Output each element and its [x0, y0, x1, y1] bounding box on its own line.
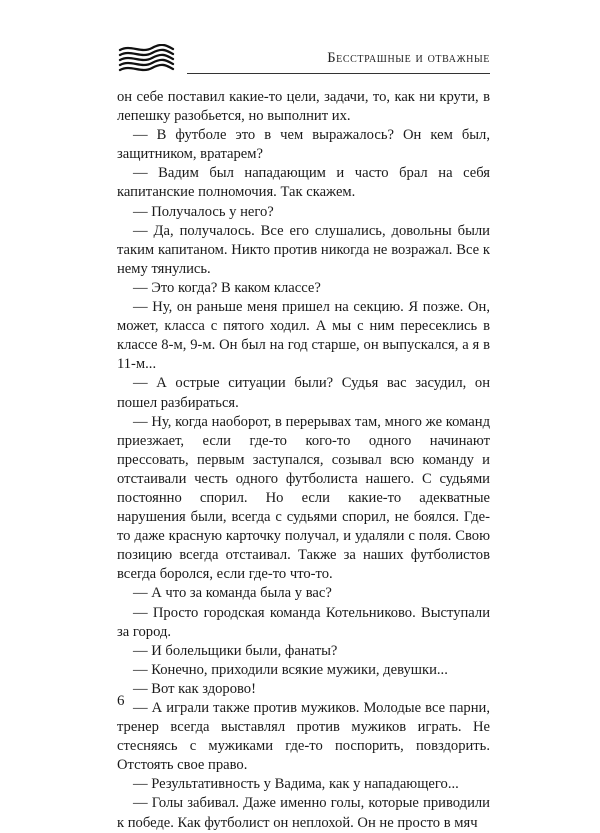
paragraph: — В футболе это в чем выражалось? Он кем был, защитником, вратарем?: [117, 127, 490, 163]
paragraph: — Результативность у Вадима, как у нападающего...: [133, 776, 459, 793]
paragraph: — Да, получалось. Все его слушались, довольны были таким капитаном. Никто против никогда не возражал. Все к нему тянулись.: [117, 222, 490, 277]
paragraph: — А играли также против мужиков. Молодые все парни, тренер всегда выставлял против мужиков играть. Не стесняясь с мужиками где-то поспорить, повздорить. Отстоять свое право.: [117, 700, 490, 774]
paragraph: — Вот как здорово!: [133, 680, 256, 697]
paragraph: — А острые ситуации были? Судья вас засудил, он пошел разбираться.: [117, 375, 490, 411]
paragraph: — Ну, он раньше меня пришел на секцию. Я позже. Он, может, класса с пятого ходил. А мы с ним пересеклись в классе 8-м, 9-м. Он был на год старше, он выпускался, а я в 11-м...: [117, 299, 490, 373]
paragraph: — Просто городская команда Котельниково. Выступали за город.: [117, 604, 490, 640]
page-header: [117, 42, 490, 82]
body-text: [117, 88, 490, 833]
paragraph: — Ну, когда наоборот, в перерывах там, много же команд приезжает, если где-то кого-то одного начинают прессовать, первым заступался, созывал всю команду и отстаивали честь одного футболиста нашего. С судьями постоянно спорил. Но если какие-то адекватные нарушения были, всегда с судьями спорил, не боялся. Где-то даже красную карточку получал, и удаляли с поля. Свою позицию всегда отстаивал. Также за наших футболистов всегда боролся, если где-то что-то.: [117, 413, 490, 583]
paragraph: — А что за команда была у вас?: [133, 585, 332, 602]
paragraph: — Вадим был нападающим и часто брал на себя капитанские полномочия. Так скажем.: [117, 165, 490, 201]
paragraph: — Это когда? В каком классе?: [133, 279, 321, 296]
paragraph: — Голы забивал. Даже именно голы, которые приводили к победе. Как футболист он неплохой. Он не просто в мяч: [117, 795, 490, 831]
paragraph: — Конечно, приходили всякие мужики, девушки...: [133, 661, 448, 678]
page-number: 6: [117, 693, 125, 709]
running-title: Бесстрашные и отважные: [327, 50, 490, 66]
paragraph: — И болельщики были, фанаты?: [133, 642, 338, 659]
paragraph: — Получалось у него?: [133, 203, 274, 220]
paragraph: он себе поставил какие-то цели, задачи, то, как ни крути, в лепешку разобьется, но выполнит их.: [117, 89, 490, 125]
header-rule: [187, 73, 490, 74]
striped-wave-flag-icon: [117, 44, 175, 74]
